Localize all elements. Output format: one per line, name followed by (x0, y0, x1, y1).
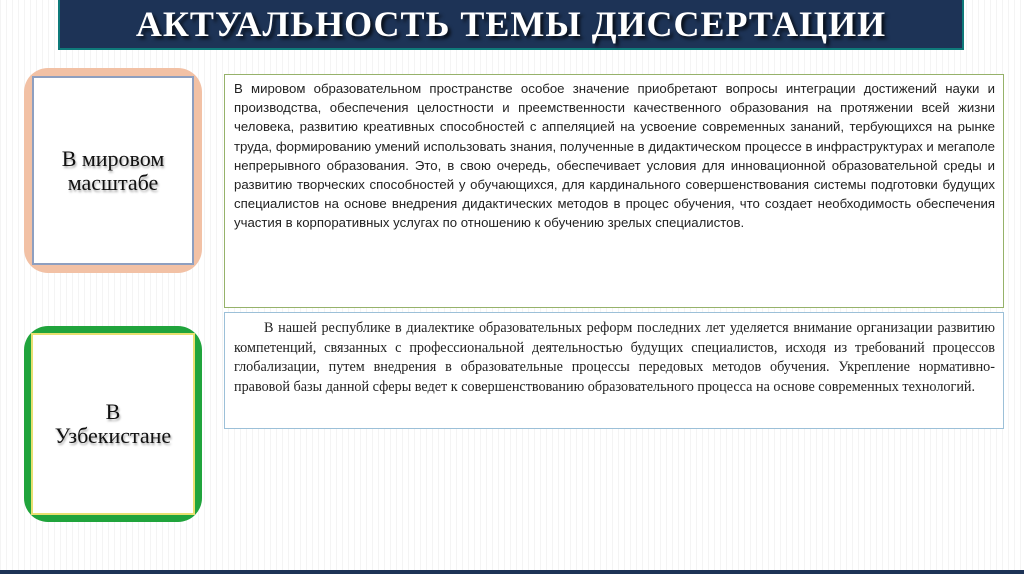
world-scale-text: В мировом образовательном пространстве особое значение приобретают вопросы интеграции достижений науки и производства, обеспечения целостности и преемственности качественного образования на протяжении всей жизни человека, развитию креативных способностей с аппеляцией на усвоение современных зананий, тербующихся на рынке труда, формированию умений использовать знания, полученные в дидактическом процессе в инфраструктурах и мегаполе непрерывного образования. Это, в свою очередь, обеспечивает условия для инновационной образовательной среды и развитию творческих способностей у обучающихся, для кардинального совершенствования системы подготовки будущих специалистов на основе внедрения дидактических методов в процес обучения, что создает необходимость обеспечения участия в корпоративных услугах по отношению к обучению зрелых специалистов. (234, 81, 995, 231)
uzbekistan-label-line1: В (105, 399, 121, 424)
uzbekistan-frame (24, 326, 202, 522)
title-bar (58, 0, 964, 50)
bottom-divider (0, 570, 1024, 574)
uzbekistan-text: В нашей республике в диалектике образовательных реформ последних лет уделяется внимание организации развитию компетенций, связанных с профессиональной деятельностью будущих специалистов, исходя из требований процессов глобализации, путем внедрения в образовательные процессы передовых методов обучения. Укрепление нормативно-правовой базы данной сферы ведет к совершенствованию образовательного процесса на основе современных технологий. (234, 320, 995, 395)
uzbekistan-label-box (31, 333, 195, 515)
world-scale-text-box (224, 74, 1004, 308)
uzbekistan-label-line2: Узбекистане (54, 423, 172, 448)
uzbekistan-label (55, 400, 171, 448)
world-scale-label (62, 147, 165, 195)
world-scale-label-line2: масштабе (67, 169, 159, 195)
page-title: АКТУАЛЬНОСТЬ ТЕМЫ ДИССЕРТАЦИИ (135, 4, 887, 44)
uzbekistan-text-box (224, 312, 1004, 429)
world-scale-label-box (32, 76, 194, 265)
world-scale-label-line1: В мировом (61, 145, 165, 171)
world-scale-frame (24, 68, 202, 273)
